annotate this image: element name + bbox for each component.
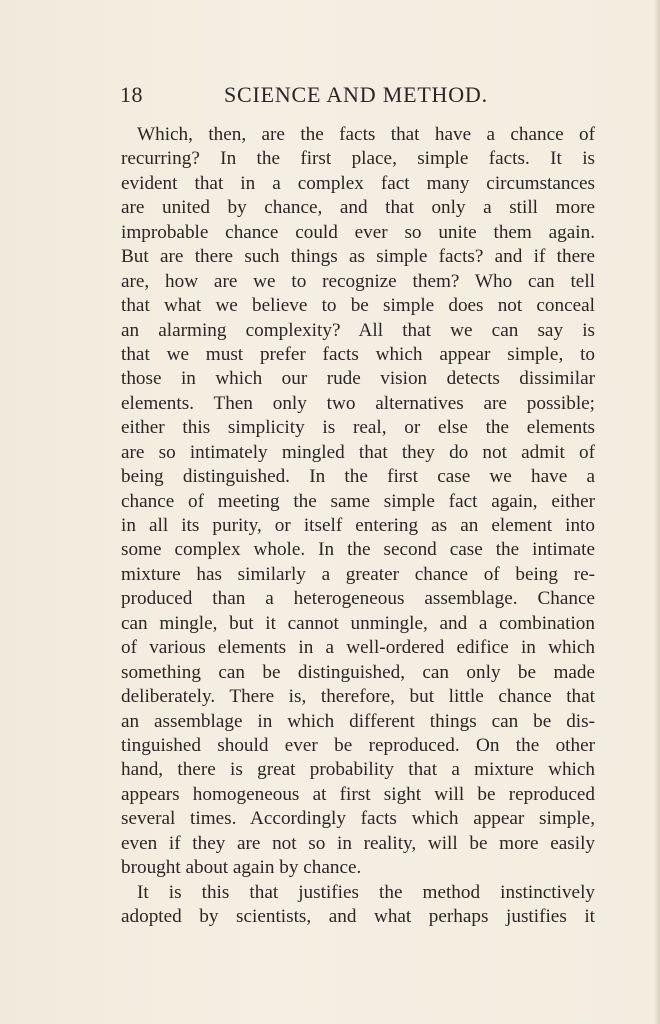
page-edge-shadow — [654, 0, 660, 1024]
running-title: SCIENCE AND METHOD. — [224, 82, 488, 107]
text-line: are united by chance, and that only a still more — [121, 197, 595, 219]
text-line: hand, there is great probability that a mixture which — [121, 759, 595, 781]
text-line: recurring? In the first place, simple facts. It is — [121, 148, 595, 170]
body-text — [121, 123, 595, 929]
text-line: in all its purity, or itself entering as an element into — [121, 515, 595, 536]
text-line: are, how are we to recognize them? Who can tell — [121, 270, 595, 292]
text-line: appears homogeneous at first sight will be reproduced — [121, 783, 595, 805]
text-line: evident that in a complex fact many circumstances — [121, 172, 595, 194]
text-line: It is this that justifies the method instinctively — [137, 881, 595, 903]
text-line: mixture has similarly a greater chance of being re- — [121, 563, 595, 585]
text-line: But are there such things as simple facts? and if there — [121, 246, 595, 268]
text-line: several times. Accordingly facts which appear simple, — [121, 808, 595, 830]
text-line: are so intimately mingled that they do not admit of — [121, 441, 595, 463]
text-line: even if they are not so in reality, will be more easily — [121, 832, 595, 854]
text-line: being distinguished. In the first case we have a — [121, 466, 595, 488]
text-line: an alarming complexity? All that we can say is — [121, 319, 595, 341]
text-line: that we must prefer facts which appear simple, to — [121, 343, 595, 365]
page-number: 18 — [120, 82, 143, 107]
text-line: tinguished should ever be reproduced. On the other — [121, 734, 595, 756]
text-line: of various elements in a well-ordered edifice in which — [121, 637, 595, 659]
text-line: an assemblage in which different things can be dis- — [121, 710, 595, 732]
text-line: either this simplicity is real, or else the elements — [121, 417, 595, 439]
text-line: improbable chance could ever so unite them again. — [121, 221, 595, 243]
text-line: that what we believe to be simple does not conceal — [121, 295, 595, 317]
text-line: produced than a heterogeneous assemblage. Chance — [121, 588, 595, 610]
text-line: chance of meeting the same simple fact again, either — [121, 490, 595, 512]
page-header — [120, 82, 590, 114]
text-line: those in which our rude vision detects dissimilar — [121, 368, 595, 390]
text-line: Which, then, are the facts that have a chance of — [137, 124, 595, 145]
text-line: deliberately. There is, therefore, but little chance that — [121, 686, 595, 708]
text-line: can mingle, but it cannot unmingle, and a combination — [121, 612, 595, 634]
text-line: adopted by scientists, and what perhaps justifies it — [121, 906, 595, 927]
text-line: something can be distinguished, can only be made — [121, 661, 595, 683]
text-line: brought about again by chance. — [121, 857, 362, 879]
text-line: some complex whole. In the second case the intimate — [121, 539, 595, 561]
text-line: elements. Then only two alternatives are possible; — [121, 392, 595, 414]
